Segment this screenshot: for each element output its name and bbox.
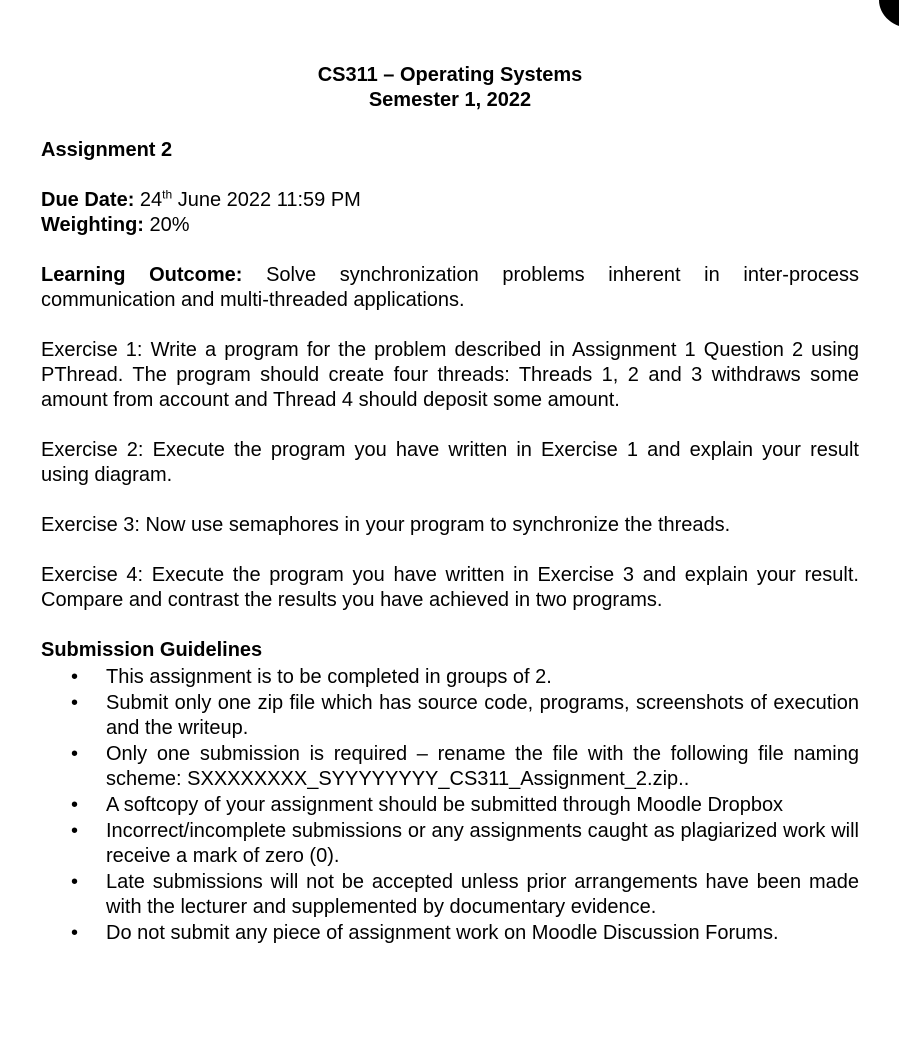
guideline-item	[41, 793, 859, 818]
bullet-icon: •	[71, 820, 79, 842]
guideline-item	[41, 921, 859, 946]
guideline-text: Submit only one zip file which has source code, programs, screenshots of execution and the writeup.	[106, 692, 859, 739]
guideline-item	[41, 742, 859, 792]
guideline-item	[41, 819, 859, 869]
due-date-label: Due Date:	[41, 189, 135, 211]
learning-outcome	[41, 263, 859, 313]
bullet-icon: •	[71, 666, 79, 688]
guideline-text: A softcopy of your assignment should be submitted through Moodle Dropbox	[106, 794, 784, 816]
guideline-item	[41, 665, 859, 690]
submission-heading: Submission Guidelines	[41, 639, 263, 661]
guideline-text: Incorrect/incomplete submissions or any assignments caught as plagiarized work will receive a mark of zero (0).	[106, 820, 859, 867]
course-title: CS311 – Operating Systems	[317, 64, 583, 86]
corner-mark	[879, 0, 899, 28]
bullet-icon: •	[71, 922, 79, 944]
guideline-item	[41, 691, 859, 741]
bullet-icon: •	[71, 692, 79, 714]
learning-outcome-label: Learning Outcome:	[41, 264, 243, 286]
bullet-icon: •	[71, 871, 79, 893]
weighting-line	[41, 213, 859, 238]
learning-outcome-text: Solve synchronization problems inherent in inter-process communication and multi-threaded applications.	[41, 264, 859, 311]
bullet-icon: •	[71, 743, 79, 765]
due-date-rest: June 2022 11:59 PM	[177, 189, 361, 211]
assignment-title: Assignment 2	[41, 139, 173, 161]
exercise-3: Exercise 3: Now use semaphores in your program to synchronize the threads.	[41, 514, 731, 536]
due-date-line	[41, 188, 859, 213]
weighting-label: Weighting:	[41, 214, 144, 236]
submission-guidelines-list	[41, 665, 859, 946]
exercise-2: Exercise 2: Execute the program you have written in Exercise 1 and explain your result using diagram.	[41, 439, 859, 486]
guideline-item	[41, 870, 859, 920]
document-page	[41, 63, 859, 947]
due-date-suffix: th	[162, 187, 173, 202]
semester-title: Semester 1, 2022	[368, 89, 532, 111]
guideline-text: This assignment is to be completed in groups of 2.	[106, 666, 552, 688]
guideline-text: Late submissions will not be accepted unless prior arrangements have been made with the lecturer and supplemented by documentary evidence.	[106, 871, 859, 918]
exercise-1: Exercise 1: Write a program for the problem described in Assignment 1 Question 2 using PThread. The program should create four threads: Threads 1, 2 and 3 withdraws some amount from account and Thread 4 should deposit some amount.	[41, 339, 859, 411]
weighting-value: 20%	[149, 214, 190, 236]
bullet-icon: •	[71, 794, 79, 816]
due-date-day: 24	[139, 189, 163, 211]
exercise-4: Exercise 4: Execute the program you have written in Exercise 3 and explain your result. Compare and contrast the results you have achieved in two programs.	[41, 564, 859, 611]
guideline-text: Only one submission is required – rename the file with the following file naming scheme: SXXXXXXXX_SYYYYYYYY_CS311_Assignment_2.zip..	[106, 743, 859, 790]
guideline-text: Do not submit any piece of assignment work on Moodle Discussion Forums.	[106, 922, 779, 944]
